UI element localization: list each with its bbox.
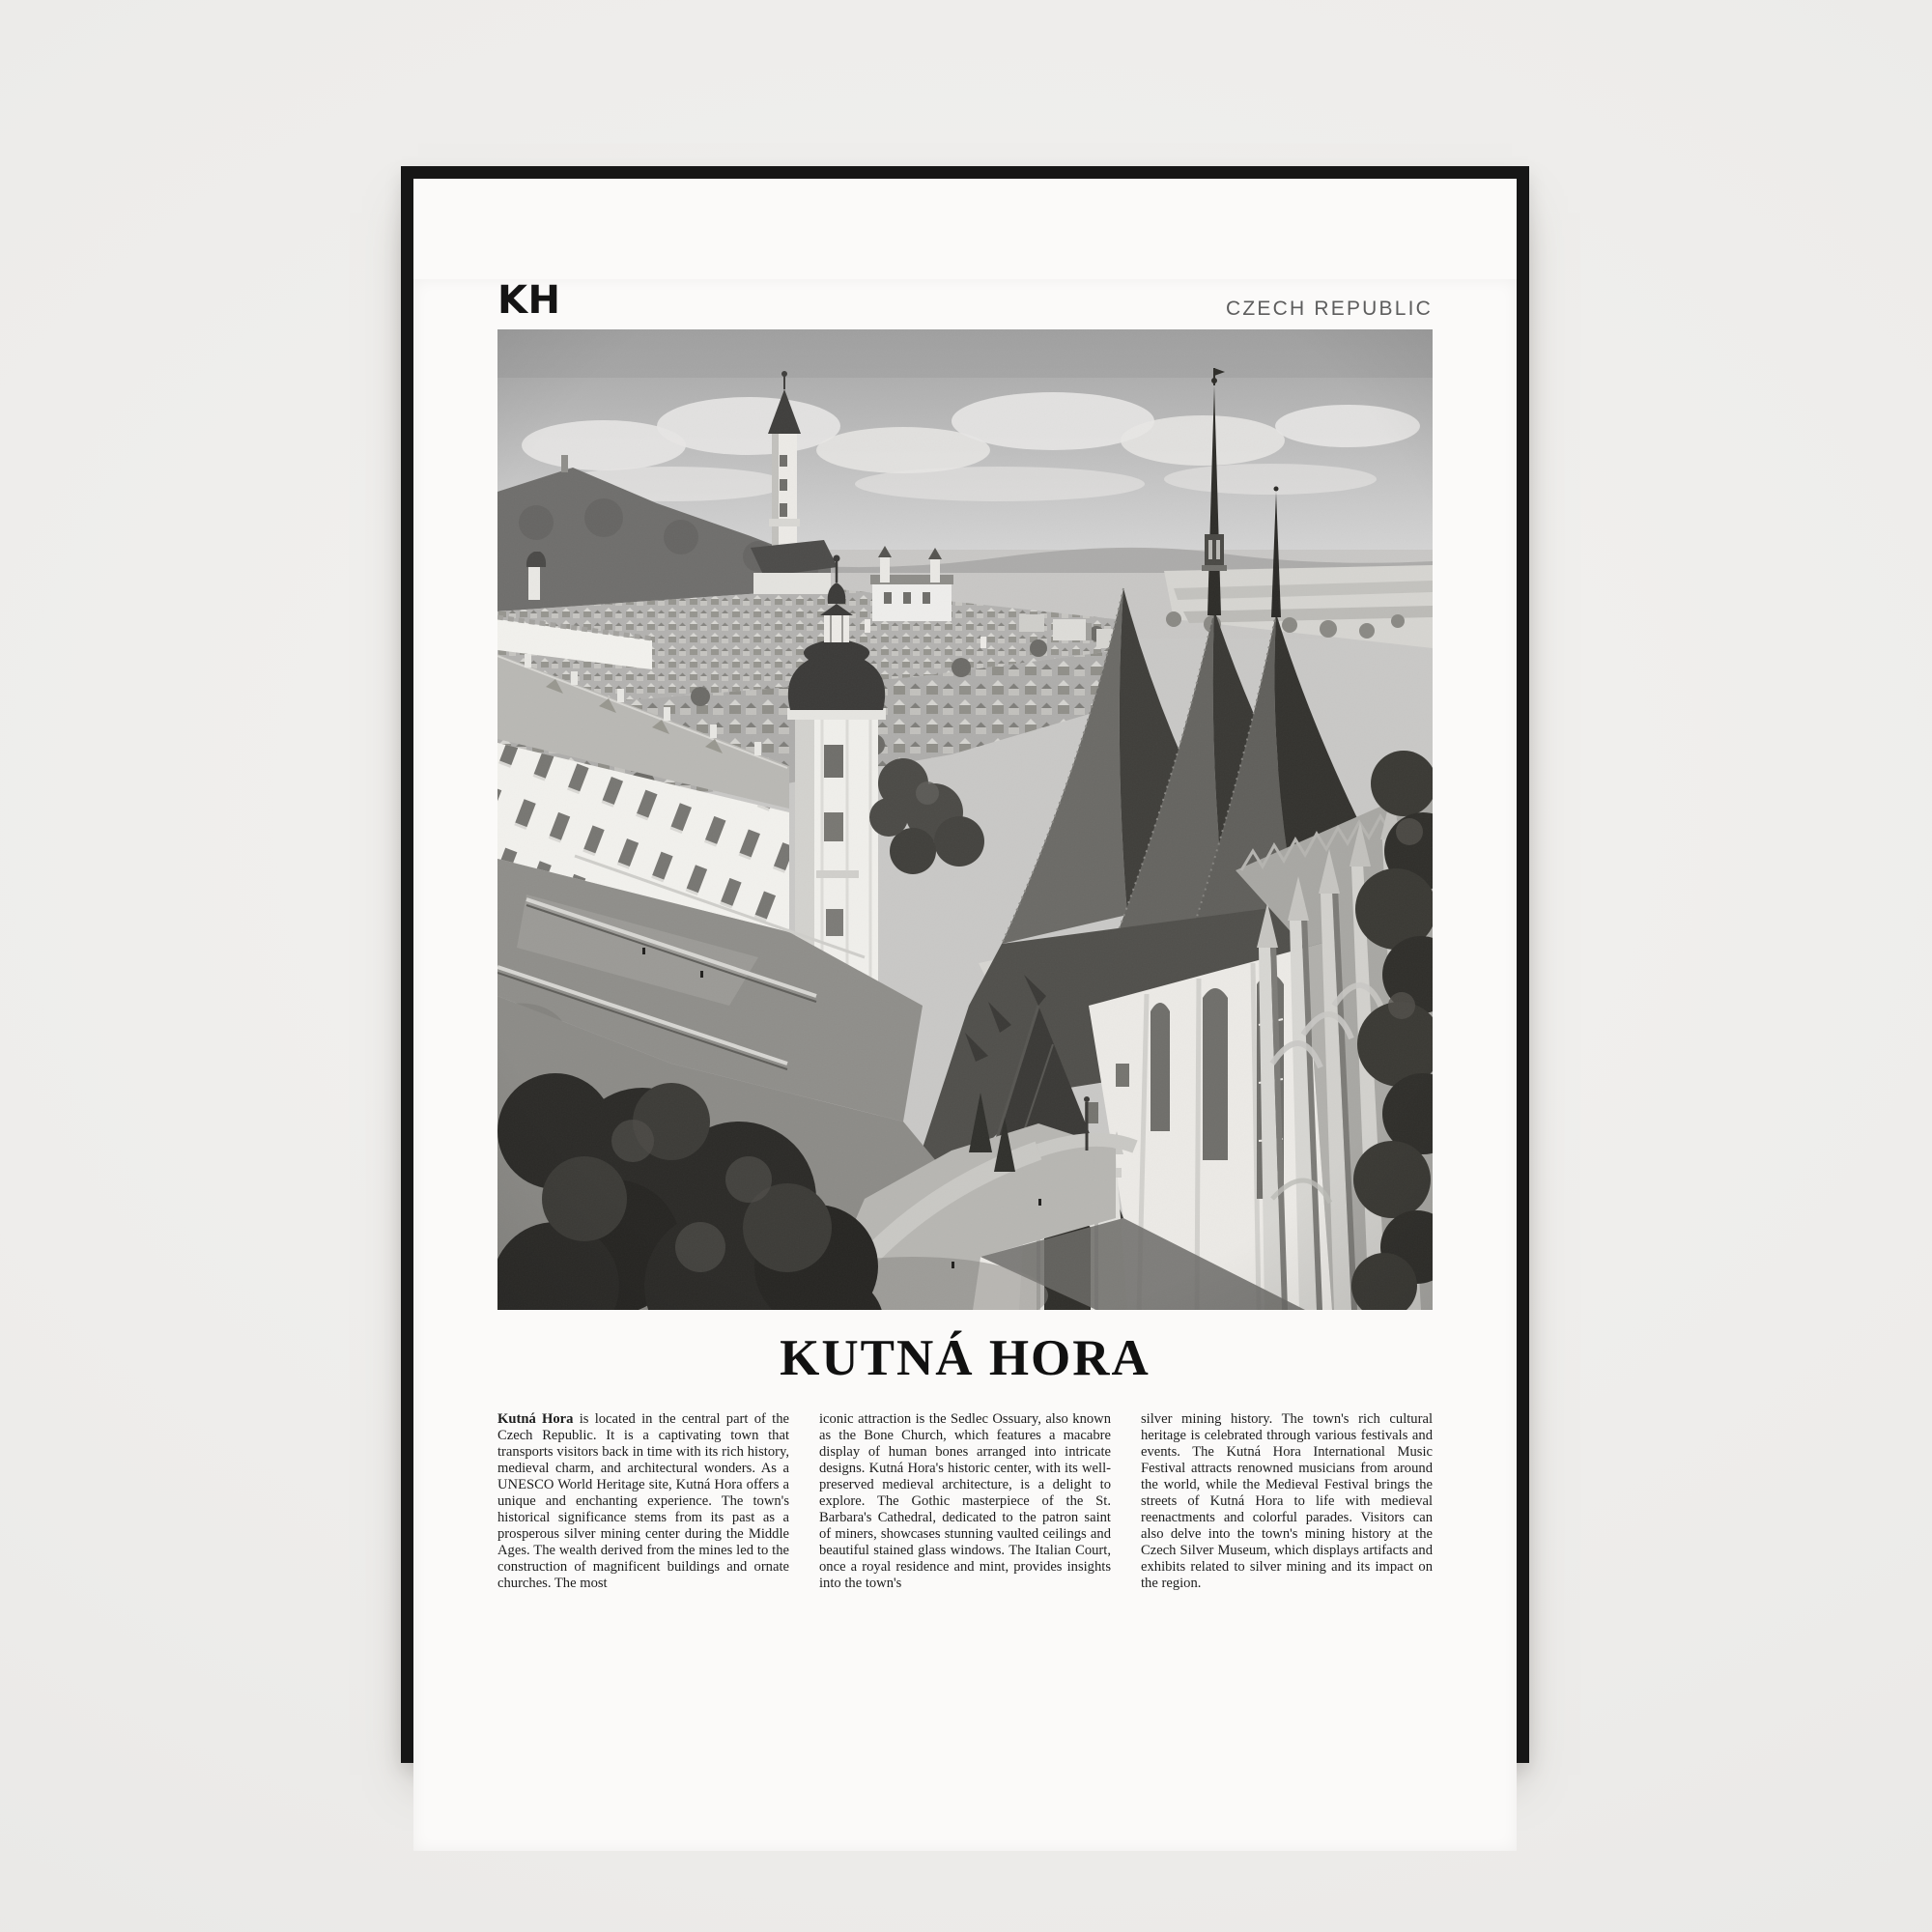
poster-frame <box>401 166 1529 1763</box>
country-label: CZECH REPUBLIC <box>1226 297 1433 320</box>
article-column-3 <box>1141 1411 1433 1592</box>
kutna-hora-photo <box>497 329 1433 1310</box>
article-column-2 <box>819 1411 1111 1592</box>
article-paragraph: silver mining history. The town's rich cultural heritage is celebrated through various festivals and events. The Kutná Hora International Music Festival attracts renowned musicians from around the world, while the Medieval Festival brings the streets of Kutná Hora to life with medieval reenactments and colorful parades. Visitors can also delve into the town's mining history at the Czech Silver Museum, which displays artifacts and exhibits related to silver mining and its impact on the region. <box>1141 1411 1433 1591</box>
poster-title: KUTNÁ HORA <box>780 1330 1151 1386</box>
monogram-kh: KH <box>497 278 561 323</box>
article-paragraph: Kutná Hora is located in the central part of the Czech Republic. It is a captivating town that transports visitors back in time with its rich history, medieval charm, and architectural wonders. As a UNESCO World Heritage site, Kutná Hora offers a unique and enchanting experience. The town's historical significance stems from its past as a prosperous silver mining center during the Middle Ages. The wealth derived from the mines led to the construction of magnificent buildings and ornate churches. The most <box>497 1411 789 1591</box>
article-column-1 <box>497 1411 789 1592</box>
poster <box>413 279 1517 1851</box>
article-paragraph: iconic attraction is the Sedlec Ossuary, also known as the Bone Church, which features a macabre display of human bones arranged into intricate designs. Kutná Hora's historic center, with its well-preserved medieval architecture, is a delight to explore. The Gothic masterpiece of the St. Barbara's Cathedral, dedicated to the patron saint of miners, showcases stunning vaulted ceilings and beautiful stained glass windows. The Italian Court, once a royal residence and mint, provides insights into the town's <box>819 1411 1111 1591</box>
poster-header <box>497 278 1433 323</box>
photo-finish <box>497 329 1433 1310</box>
article-lead: Kutná Hora <box>497 1411 574 1427</box>
article <box>497 1411 1433 1592</box>
